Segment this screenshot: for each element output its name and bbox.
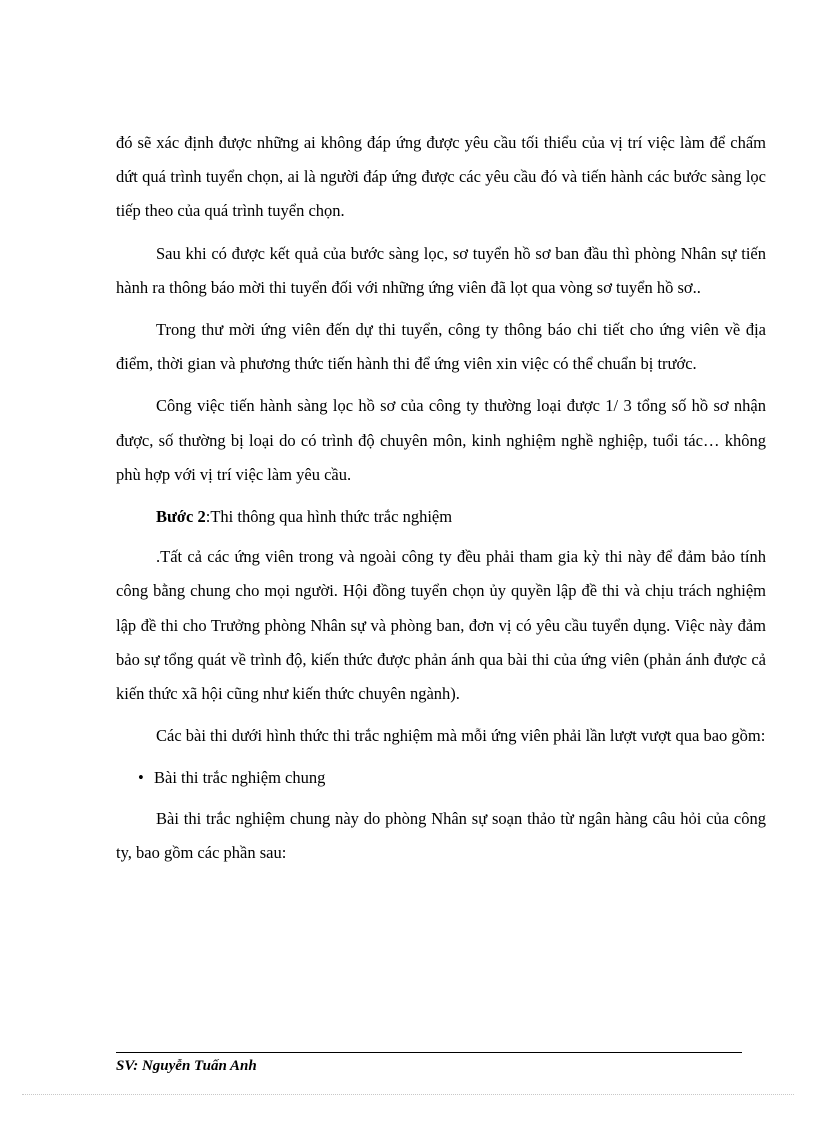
paragraph-all-candidates: .Tất cả các ứng viên trong và ngoài công ty đều phải tham gia kỳ thi này để đảm bảo tính công bằng chung cho mọi người. Hội đồng tuyển chọn ủy quyền lập đề thi và chịu trách nghiệm lập đề thi cho Trưởng phòng Nhân sự và phòng ban, đơn vị có yêu cầu tuyển dụng. Việc này đảm bảo sự tổng quát về trình độ, kiến thức được phản ánh qua bài thi của ứng viên (phản ánh được cả kiến thức xã hội cũng như kiến thức chuyên ngành). — [116, 547, 766, 704]
page-bottom-edge — [22, 1094, 794, 1095]
paragraph-general-test: Bài thi trắc nghiệm chung này do phòng Nhân sự soạn thảo từ ngân hàng câu hỏi của công ty, bao gồm các phần sau: — [116, 808, 766, 862]
step-2-heading — [116, 500, 766, 534]
paragraph-continuation: đó sẽ xác định được những ai không đáp ứng được yêu cầu tối thiểu của vị trí việc làm để chấm dứt quá trình tuyển chọn, ai là người đáp ứng được các yêu cầu đó và tiến hành các bước sàng lọc tiếp theo của quá trình tuyển chọn. — [116, 133, 766, 221]
paragraph-test-list: Các bài thi dưới hình thức thi trắc nghiệm mà mỗi ứng viên phải lần lượt vượt qua bao gồm: — [156, 726, 766, 746]
document-body — [116, 126, 766, 878]
footer-divider — [116, 1052, 742, 1053]
step-2-label: Bước 2 — [156, 507, 206, 527]
paragraph-screening-rate: Công việc tiến hành sàng lọc hồ sơ của công ty thường loại được 1/ 3 tổng số hồ sơ nhận được, số thường bị loại do có trình độ chuyên môn, kinh nghiệm nghề nghiệp, tuổi tác… không phù hợp với vị trí việc làm yêu cầu. — [116, 396, 766, 484]
footer-student-name: SV: Nguyễn Tuấn Anh — [116, 1058, 257, 1074]
bullet-item — [116, 761, 766, 795]
bullet-icon: • — [138, 768, 144, 788]
paragraph-invitation-letter: Trong thư mời ứng viên đến dự thi tuyển, công ty thông báo chi tiết cho ứng viên về địa điểm, thời gian và phương thức tiến hành thi để ứng viên xin việc có thể chuẩn bị trước. — [116, 320, 766, 374]
step-2-text: :Thi thông qua hình thức trắc nghiệm — [205, 507, 453, 527]
bullet-text: Bài thi trắc nghiệm chung — [154, 768, 326, 788]
paragraph-results-screening: Sau khi có được kết quả của bước sàng lọc, sơ tuyển hồ sơ ban đầu thì phòng Nhân sự tiến hành ra thông báo mời thi tuyển đối với những ứng viên đã lọt qua vòng sơ tuyển hồ sơ.. — [116, 243, 766, 297]
